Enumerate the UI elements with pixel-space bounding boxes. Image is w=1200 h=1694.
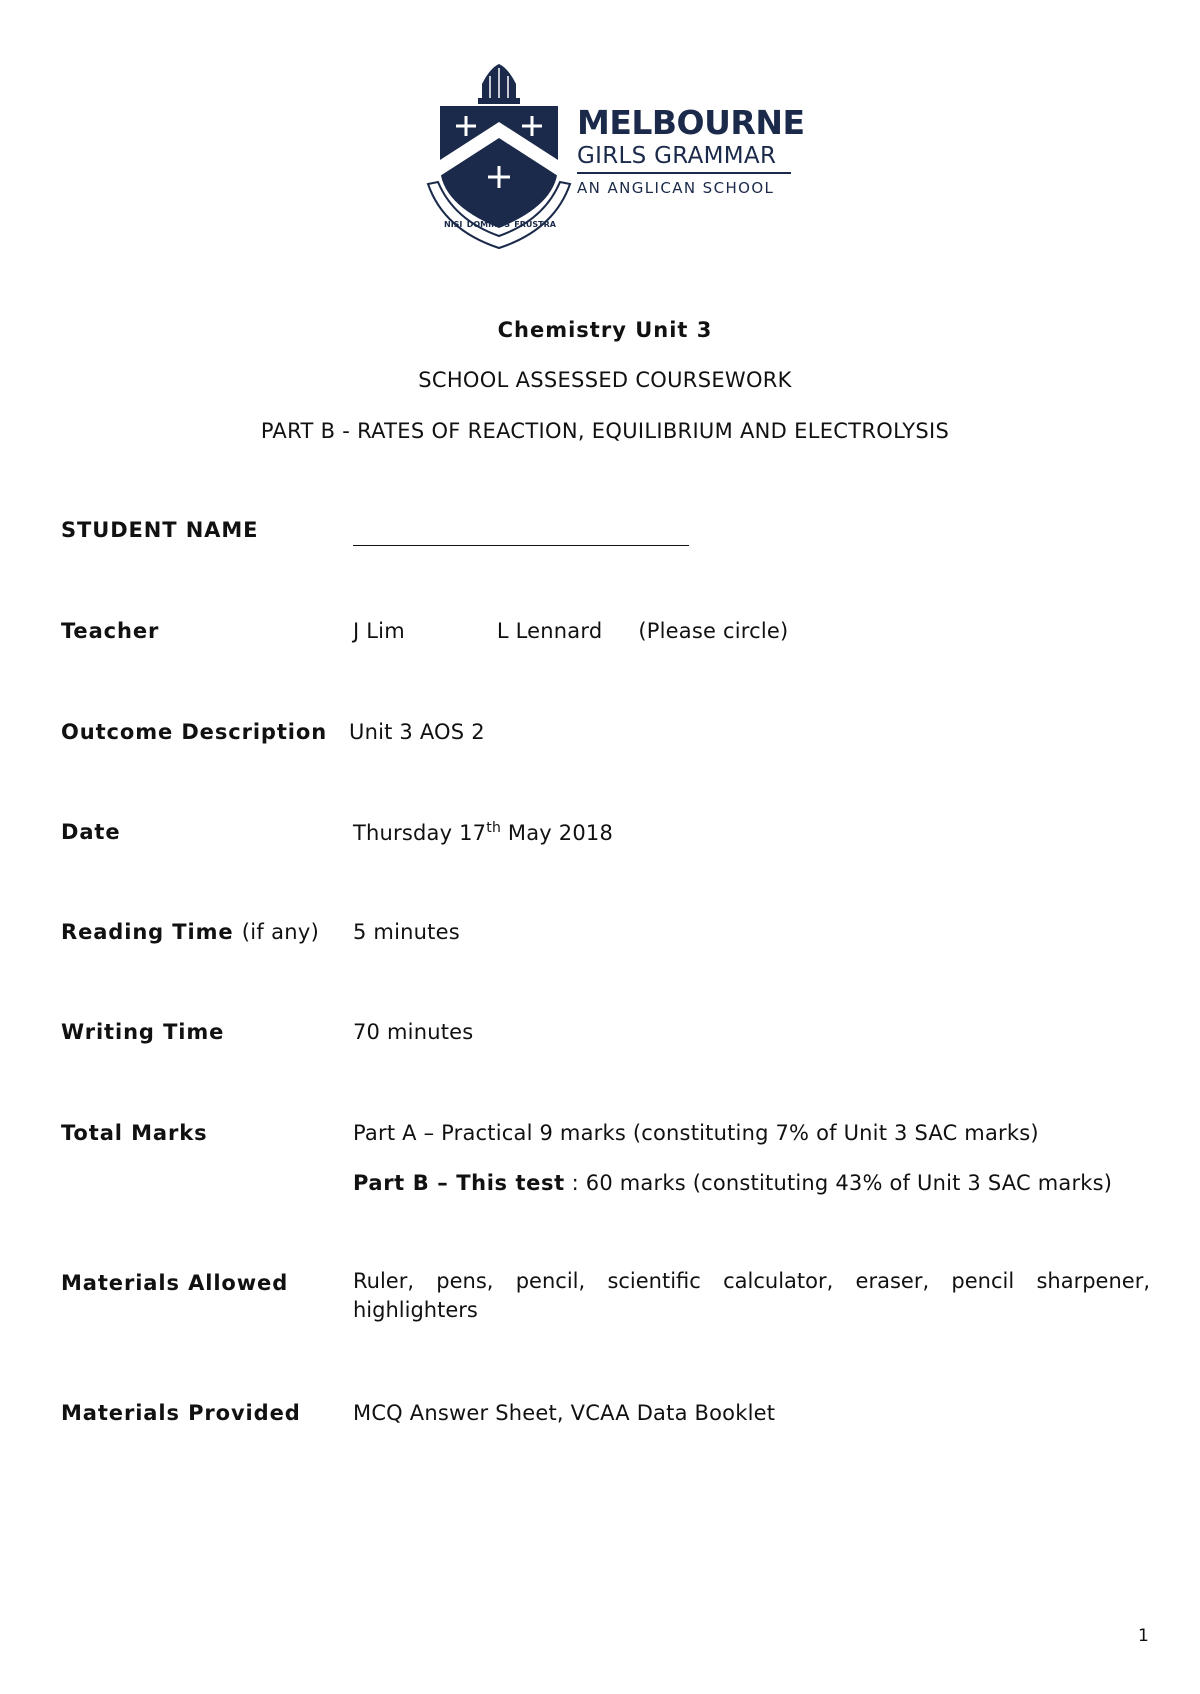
subject-title: Chemistry Unit 3 bbox=[497, 318, 713, 342]
motto bbox=[444, 220, 556, 229]
writing-time-label: Writing Time bbox=[61, 1020, 225, 1044]
school-name-line3: AN ANGLICAN SCHOOL bbox=[577, 179, 775, 197]
total-marks-part-b-rest: : 60 marks (constituting 43% of Unit 3 SAC marks) bbox=[564, 1171, 1113, 1195]
reading-time-label bbox=[61, 920, 319, 944]
reading-time-value: 5 minutes bbox=[353, 920, 460, 944]
outcome-label: Outcome Description bbox=[61, 720, 328, 744]
materials-allowed-value: Ruler, pens, pencil, scientific calculator, eraser, pencil sharpener, highlighters bbox=[353, 1269, 1150, 1322]
teacher-option-lennard[interactable]: L Lennard bbox=[496, 619, 603, 643]
motto-word: FRUSTRA bbox=[514, 220, 556, 229]
part-title: PART B - RATES OF REACTION, EQUILIBRIUM AND ELECTROLYSIS bbox=[260, 419, 950, 443]
motto-word: DOMINUS bbox=[466, 220, 511, 229]
materials-allowed-label: Materials Allowed bbox=[61, 1271, 289, 1295]
date-rest: May 2018 bbox=[507, 821, 614, 845]
outcome-value: Unit 3 AOS 2 bbox=[349, 720, 485, 744]
coursework-title: SCHOOL ASSESSED COURSEWORK bbox=[418, 368, 792, 392]
materials-provided-label: Materials Provided bbox=[61, 1401, 301, 1425]
teacher-option-lim[interactable]: J Lim bbox=[353, 619, 405, 643]
teacher-note: (Please circle) bbox=[638, 619, 789, 643]
motto-word: NISI bbox=[444, 220, 463, 229]
student-name-label: STUDENT NAME bbox=[61, 518, 259, 542]
date-suffix: th bbox=[486, 820, 502, 836]
writing-time-value: 70 minutes bbox=[353, 1020, 474, 1044]
total-marks-label: Total Marks bbox=[61, 1121, 208, 1145]
total-marks-part-a: Part A – Practical 9 marks (constituting 7% of Unit 3 SAC marks) bbox=[353, 1121, 1039, 1145]
school-name-line1: MELBOURNE bbox=[577, 103, 805, 142]
teacher-label: Teacher bbox=[61, 619, 160, 643]
reading-time-qualifier: (if any) bbox=[241, 920, 320, 944]
total-marks-part-b-bold: Part B – This test bbox=[353, 1171, 565, 1195]
reading-time-label-text: Reading Time bbox=[61, 920, 234, 944]
student-name-line[interactable] bbox=[353, 545, 689, 546]
materials-provided-value: MCQ Answer Sheet, VCAA Data Booklet bbox=[353, 1401, 776, 1425]
school-name bbox=[577, 104, 804, 197]
total-marks-part-b bbox=[353, 1171, 1112, 1195]
date-value bbox=[353, 820, 613, 845]
school-name-line2: GIRLS GRAMMAR bbox=[577, 143, 777, 169]
date-day: Thursday 17 bbox=[353, 821, 487, 845]
page-number: 1 bbox=[1138, 1626, 1149, 1646]
date-label: Date bbox=[61, 820, 121, 844]
teacher-options bbox=[353, 619, 788, 643]
school-name-rule bbox=[577, 172, 791, 174]
